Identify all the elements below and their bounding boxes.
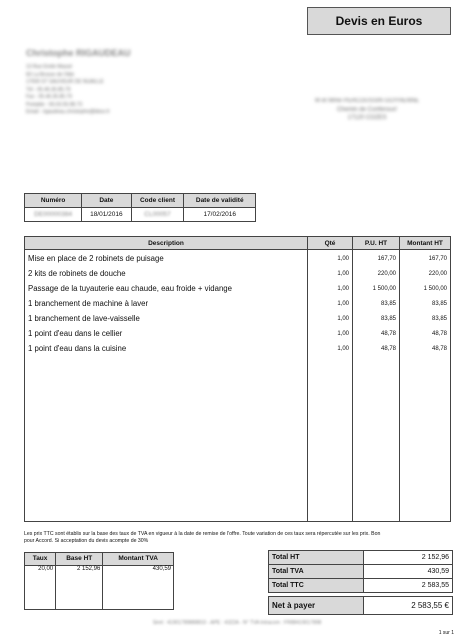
header-amount: Montant HT — [407, 239, 443, 247]
header-description: Description — [25, 237, 308, 249]
line-unit-price: 167,70 — [377, 255, 396, 262]
line-qty: 1,00 — [337, 270, 349, 277]
total-ht-label: Total HT — [269, 551, 364, 565]
issuer-line: Tél : 05.46.35.85.79 — [26, 86, 71, 93]
line-description: 2 kits de robinets de douche — [28, 269, 126, 278]
vat-header-base: Base HT — [56, 553, 103, 565]
vat-empty-cell — [56, 575, 103, 609]
line-items-body — [25, 250, 450, 521]
page-number: 1 sur 1 — [438, 630, 454, 636]
meta-header-client-code: Code client — [131, 194, 184, 208]
line-description: 1 point d'eau dans la cuisine — [28, 344, 127, 353]
total-tva-value: 430,59 — [364, 565, 453, 579]
issuer-name: Christophe RIGAUDEAU — [26, 48, 131, 58]
line-qty: 1,00 — [337, 330, 349, 337]
line-amount: 1 500,00 — [423, 285, 447, 292]
issuer-line: Fax : 05.46.35.85.79 — [26, 94, 72, 100]
issuer-line: 60 La Brosse de l'Aile — [26, 71, 75, 78]
net-to-pay-label: Net à payer — [269, 597, 364, 615]
meta-header-date: Date — [82, 194, 131, 208]
terms-note-line: Les prix TTC sont établis sur la base des taux de TVA en vigueur à la date de remise de l'offre. Toute variation de ces taux sera répercutée sur les prix. Bon — [24, 531, 381, 537]
header-qty: Qté — [308, 237, 353, 249]
line-unit-price: 1 500,00 — [372, 285, 396, 292]
total-ht-value: 2 152,96 — [364, 551, 453, 565]
legal-footer — [0, 620, 474, 626]
issuer-line: Portable : 06.03.55.98.73 — [26, 101, 83, 108]
qty-column — [308, 250, 353, 521]
line-amount: 83,85 — [431, 300, 447, 307]
amount-column — [400, 250, 450, 521]
line-amount: 167,70 — [428, 255, 447, 262]
line-qty: 1,00 — [337, 255, 349, 262]
line-description: Passage de la tuyauterie eau chaude, eau froide + vidange — [28, 284, 232, 293]
meta-number-value: DE00000384 — [34, 211, 73, 218]
document-title: Devis en Euros — [307, 7, 451, 35]
line-unit-price: 83,85 — [380, 315, 396, 322]
line-qty: 1,00 — [337, 300, 349, 307]
meta-client-code — [131, 208, 184, 222]
line-qty: 1,00 — [337, 345, 349, 352]
line-description: 1 branchement de machine à laver — [28, 299, 149, 308]
line-amount: 48,78 — [431, 330, 447, 337]
terms-note — [24, 531, 454, 544]
line-amount: 48,78 — [431, 345, 447, 352]
meta-validity: 17/02/2016 — [184, 208, 256, 222]
line-description: Mise en place de 2 robinets de puisage — [28, 254, 164, 263]
line-items-table — [24, 236, 451, 522]
issuer-line: 17000 ST SAUVEUR DE NUAILLE — [26, 79, 104, 85]
meta-header-number: Numéro — [25, 194, 82, 208]
vat-header-amount: Montant TVA — [103, 553, 173, 565]
legal-footer-text: Siret : 41901789888810 - APE : 4322A - N° TVA Intracom : FR88419017898 — [152, 620, 322, 626]
meta-number — [25, 208, 82, 222]
quote-meta-table — [24, 193, 256, 222]
vat-empty-cell — [103, 575, 173, 609]
client-line: Chemin de Conferoux! — [336, 106, 398, 113]
line-description: 1 branchement de lave-vaisselle — [28, 314, 140, 323]
line-amount: 83,85 — [431, 315, 447, 322]
line-items-header — [25, 237, 450, 250]
unit-price-column — [353, 250, 400, 521]
totals-table — [268, 550, 453, 615]
vat-table — [24, 552, 174, 610]
client-line: 17120 COZES — [347, 115, 387, 121]
meta-date: 18/01/2016 — [82, 208, 131, 222]
issuer-line: 13 Rue Emile Massé — [26, 64, 73, 70]
line-unit-price: 48,78 — [380, 345, 396, 352]
vat-base: 2 152,96 — [56, 565, 103, 575]
vat-empty-cell — [25, 575, 56, 609]
client-line: M et Mme PERCOUSSIN GOYHENNE — [314, 98, 419, 104]
line-qty: 1,00 — [337, 285, 349, 292]
terms-note-line: pour Accord. Si acceptation du devis acompte de 30% — [24, 537, 149, 544]
total-tva-label: Total TVA — [269, 565, 364, 579]
line-unit-price: 83,85 — [380, 300, 396, 307]
line-amount: 220,00 — [428, 270, 447, 277]
vat-header-rate: Taux — [25, 553, 56, 565]
line-unit-price: 220,00 — [377, 270, 396, 277]
total-ttc-value: 2 583,55 — [364, 579, 453, 593]
vat-rate: 20,00 — [25, 565, 56, 575]
client-address-block — [282, 97, 452, 123]
header-unit-price: P.U. HT — [353, 237, 400, 249]
issuer-block — [26, 48, 226, 117]
line-qty: 1,00 — [337, 315, 349, 322]
meta-header-validity: Date de validité — [184, 194, 256, 208]
line-unit-price: 48,78 — [380, 330, 396, 337]
net-to-pay-value: 2 583,55 € — [364, 597, 453, 615]
vat-amount: 430,59 — [152, 565, 171, 572]
total-ttc-label: Total TTC — [269, 579, 364, 593]
description-column — [25, 250, 308, 521]
meta-client-code-value: CL00057 — [144, 211, 171, 218]
issuer-line: Email : rigaudeau.christophe@bbox.fr — [26, 109, 110, 115]
line-description: 1 point d'eau dans le cellier — [28, 329, 123, 338]
